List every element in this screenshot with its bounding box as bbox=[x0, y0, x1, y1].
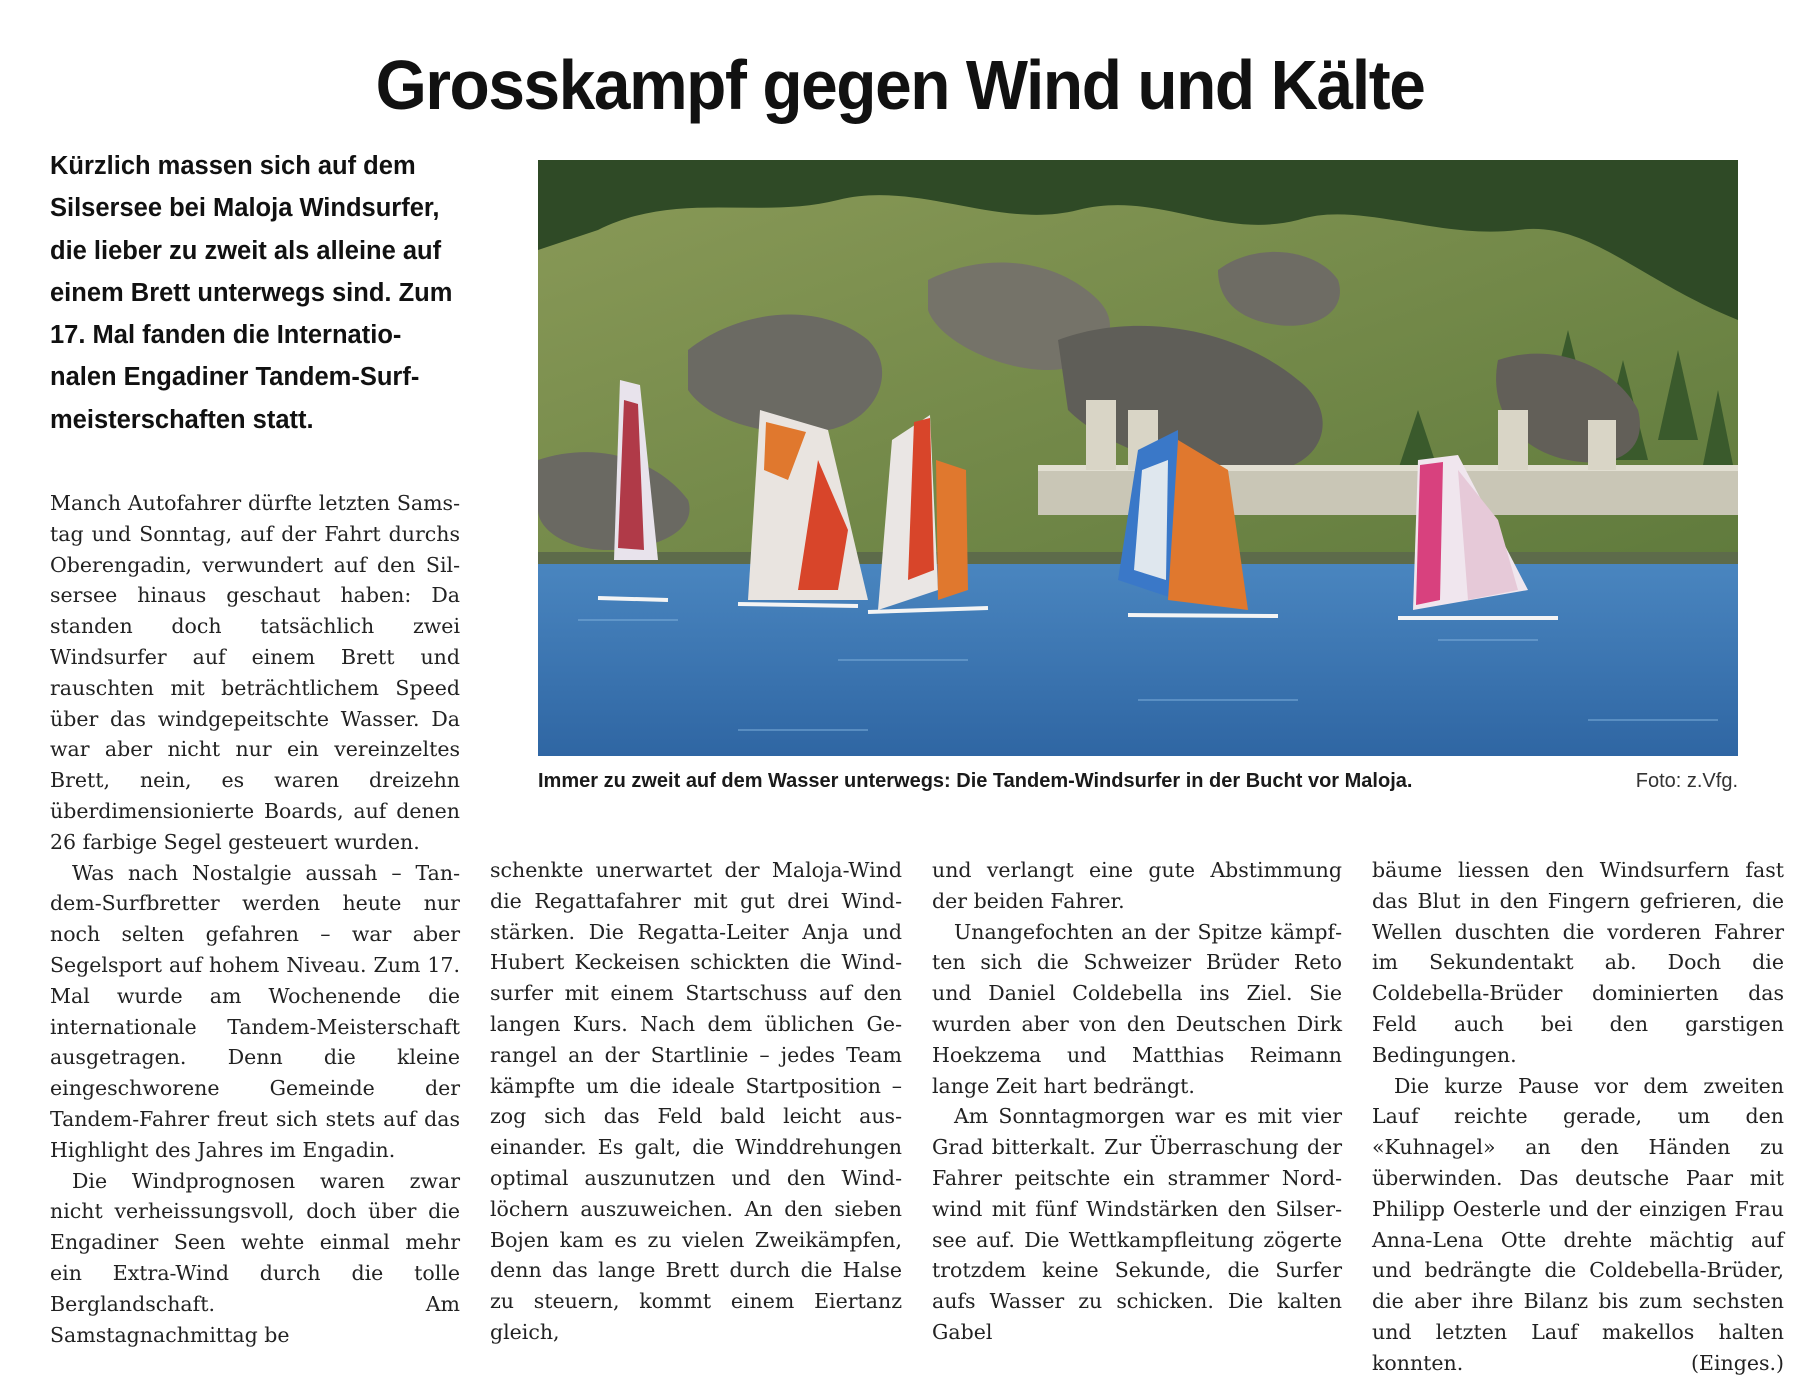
lead-line: Silsersee bei Maloja Windsurfer, bbox=[50, 194, 440, 223]
lake-water bbox=[538, 560, 1738, 756]
lead-line: Kürzlich massen sich auf dem bbox=[50, 152, 416, 180]
paragraph-text: Die kurze Pause vor dem zweiten Lauf reichte gerade, um den «Kuhnagel» an den Händen zu überwinden. Das deutsche Paar mit Philipp Oesterle und der einzigen Frau Anna-Lena Otte drehte mächtig auf und bedrängte die Coldebella-Brüder, die aber ihre Bilanz bis zum sechsten und letzten Lauf makellos halten konnten. bbox=[1372, 1073, 1784, 1375]
paragraph: und verlangt eine gute Abstimmung der beiden Fahrer. bbox=[932, 858, 1342, 913]
body-column-3 bbox=[932, 855, 1342, 1348]
lake-scene-illustration bbox=[538, 160, 1738, 756]
article-headline: Grosskampf gegen Wind und Kälte bbox=[375, 46, 1425, 124]
paragraph: schenkte unerwartet der Maloja-Wind die Regattafahrer mit gut drei Windstärken. Die Regatta-Leiter Anja und Hubert Keckeisen schickten die Windsurfer mit einem Startschuss auf den langen Kurs. Nach dem üblichen Gerangel an der Startlinie – jedes Team kämpfte um die ideale Startposition – zog sich das Feld bald leicht auseinander. Es galt, die Winddrehungen optimal auszunutzen und den Windlöchern auszuweichen. An den sieben Bojen kam es zu vielen Zweikämpfen, denn das lange Brett durch die Halse zu steuern, kommt einem Eiertanz gleich, bbox=[490, 858, 902, 1344]
lead-line: die lieber zu zweit als alleine auf bbox=[50, 236, 442, 265]
lead-line: 17. Mal fanden die Internatio- bbox=[50, 321, 402, 350]
lead-line: meisterschaften statt. bbox=[50, 405, 314, 434]
windsurfers-photo bbox=[538, 160, 1738, 756]
paragraph: Am Sonntagmorgen war es mit vier Grad bitterkalt. Zur Überraschung der Fahrer peitschte ein strammer Nordwind mit fünf Windstärken den Silsersee auf. Die Wettkampfleitung zögerte trotzdem keine Sekunde, die Surfer aufs Wasser zu schicken. Die kalten Gabel bbox=[932, 1104, 1342, 1344]
photo-caption bbox=[538, 768, 1738, 798]
paragraph: Unangefochten an der Spitze kämpften sich die Schweizer Brüder Reto und Daniel Coldebella ins Ziel. Sie wurden aber von den Deutschen Dirk Hoekzema und Matthias Reimann lange Zeit hart bedrängt. bbox=[932, 919, 1342, 1098]
body-column-4 bbox=[1372, 855, 1784, 1379]
caption-text: Immer zu zweit auf dem Wasser unterwegs: Die Tandem-Windsurfer in der Bucht vor Maloja. bbox=[538, 770, 1413, 792]
paragraph: bäume liessen den Windsurfern fast das Blut in den Fingern gefrieren, die Wellen duschten die vorderen Fahrer im Sekundentakt ab. Doch die Coldebella-Brüder dominierten das Feld auch bei den garstigen Bedingungen. bbox=[1372, 858, 1784, 1067]
paragraph: Was nach Nostalgie aussah – Tandem-Surfbretter werden heute nur noch selten gefahren – war aber Segelsport auf hohem Niveau. Zum 17. Mal wurde am Wochenende die internationale Tandem-Meisterschaft ausgetragen. Denn die kleine eingeschworene Gemeinde der Tandem-Fahrer freut sich stets auf das Highlight des Jahres im Engadin. bbox=[50, 860, 460, 1162]
lead-line: nalen Engadiner Tandem-Surf- bbox=[50, 363, 420, 392]
photo-credit: Foto: z.Vfg. bbox=[1635, 770, 1738, 792]
article-lead bbox=[50, 145, 470, 441]
author-signature: (Einges.) bbox=[1690, 1350, 1784, 1375]
lead-line: einem Brett unterwegs sind. Zum bbox=[50, 278, 453, 307]
body-column-2 bbox=[490, 855, 902, 1348]
paragraph: Manch Autofahrer dürfte letzten Samstag und Sonntag, auf der Fahrt durchs Oberengadin, verwundert auf den Silsersee hinaus geschaut haben: Da standen doch tatsächlich zwei Windsurfer auf einem Brett und rauschten mit beträchtlichem Speed über das windgepeitschte Wasser. Da war aber nicht nur ein vereinzeltes Brett, nein, es waren dreizehn überdimensionierte Boards, auf denen 26 farbige Segel gesteuert wurden. bbox=[50, 491, 460, 854]
body-column-1 bbox=[50, 488, 460, 1350]
paragraph bbox=[1372, 1071, 1784, 1379]
paragraph: Die Windprognosen waren zwar nicht verheissungsvoll, doch über die Engadiner Seen wehte einmal mehr ein Extra-Wind durch die tolle Berglandschaft. Am Samstagnachmittag be bbox=[50, 1168, 460, 1347]
